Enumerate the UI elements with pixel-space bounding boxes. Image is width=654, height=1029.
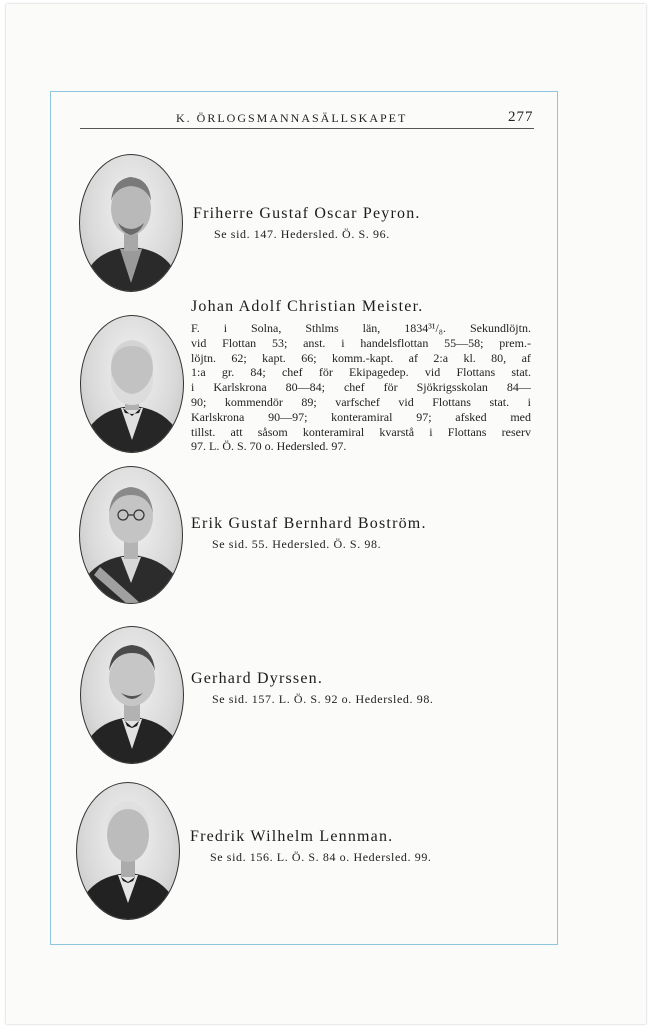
bio-word: gr. [221,365,235,380]
bio-line [191,410,531,425]
portrait-figure [77,783,179,919]
portrait-figure [80,155,182,291]
entry-name: Erik Gustaf Bernhard Boström. [191,515,427,532]
bio-word: chef [281,365,303,380]
bio-line [191,351,531,366]
bio-word: i [191,380,195,395]
bio-word: i [527,394,531,409]
entry-name: Friherre Gustaf Oscar Peyron. [193,205,421,222]
bio-word: stat. [511,365,531,380]
portrait-meister [80,315,184,453]
bio-word: 62; [231,350,247,365]
bio-word: 55—58; [444,335,484,350]
entry-name: Fredrik Wilhelm Lennman. [190,828,394,845]
entry-name: Gerhard Dyrssen. [191,670,324,687]
bio-word: i [429,424,433,439]
bio-word: för [318,365,333,380]
bio-word: för [383,380,398,395]
bio-word: 1:a [191,365,206,380]
bio-word: i [223,321,228,335]
bio-word: af [408,350,418,365]
portrait-bostrom [79,466,183,604]
portrait-lennman [76,782,180,920]
bio-word: vid [398,394,414,409]
bio-word: 1834³¹/₈. [404,321,446,335]
bio-word: komm.-kapt. [331,350,394,365]
bio-word: Flottans [447,424,487,439]
bio-word: 2:a [433,350,449,365]
bio-word: Flottans [456,365,496,380]
bio-word: kommendör [224,394,283,409]
running-head: K. ÖRLOGSMANNASÄLLSKAPET [176,111,408,125]
bio-word: handelsflottan [360,335,429,350]
bio-word: F. [191,321,200,335]
bio-word: af [521,350,531,365]
bio-word: Ekipagedep. [349,365,409,380]
bio-line [191,336,531,351]
entry-biography [191,321,531,454]
bio-word: chef [343,380,365,395]
portrait-figure [81,316,183,452]
bio-word: reserv [501,424,531,439]
bio-word: kapt. [262,350,286,365]
bio-word: 66; [301,350,317,365]
bio-line [191,380,531,395]
bio-word: kl. [463,350,476,365]
bio-word: afsked [455,409,487,424]
bio-line [191,321,531,336]
bio-word: i [341,335,345,350]
portrait-dyrssen [80,626,184,764]
entry-reference: Se sid. 147. Hedersled. Ö. S. 96. [214,227,390,241]
entry-reference: Se sid. 156. L. Ö. S. 84 o. Hedersled. 99. [210,850,432,864]
bio-word: Flottan [222,335,257,350]
bio-word: löjtn. [191,350,217,365]
portrait-peyron [79,154,183,292]
bio-word: Solna, [251,321,282,335]
entry-name: Johan Adolf Christian Meister. [191,298,424,315]
bio-word: Sekundlöjtn. [469,321,531,335]
bio-line [191,425,531,440]
bio-word: 84— [506,380,531,395]
bio-line: 97. L. Ö. S. 70 o. Hedersled. 97. [191,439,347,454]
bio-word: Karlskrona [213,380,267,395]
bio-word: 90; [191,394,207,409]
header-rule [80,128,534,129]
bio-line [191,365,531,380]
bio-word: stat. [489,394,510,409]
bio-word: 97; [416,409,432,424]
bio-word: Flottans [432,394,471,409]
bio-word: 84; [250,365,266,380]
bio-word: Sjökrigsskolan [416,380,488,395]
bio-word: med [510,409,531,424]
bio-word: konteramiral [302,424,365,439]
bio-word: 53; [271,335,288,350]
bio-word: att [230,424,243,439]
bio-line [191,395,531,410]
bio-word: Sthlms [305,321,339,335]
bio-word: anst. [303,335,326,350]
bio-word: vid [424,365,441,380]
bio-word: varfschef [335,394,380,409]
bio-word: 80, [491,350,507,365]
page-number: 277 [508,109,534,125]
bio-word: konteramiral [331,409,393,424]
portrait-figure [80,467,182,603]
bio-word: kvarstå [379,424,415,439]
portrait-figure [81,627,183,763]
bio-word: Karlskrona [191,409,245,424]
entry-reference: Se sid. 55. Hedersled. Ö. S. 98. [212,537,382,551]
bio-word: 80—84; [285,380,325,395]
bio-word: tillst. [191,424,216,439]
entry-reference: Se sid. 157. L. Ö. S. 92 o. Hedersled. 98. [212,692,434,706]
bio-word: 89; [301,394,317,409]
bio-word: såsom [257,424,288,439]
bio-word: vid [191,335,207,350]
bio-word: 90—97; [268,409,308,424]
bio-word: län, [362,321,381,335]
bio-word: prem.- [499,335,531,350]
